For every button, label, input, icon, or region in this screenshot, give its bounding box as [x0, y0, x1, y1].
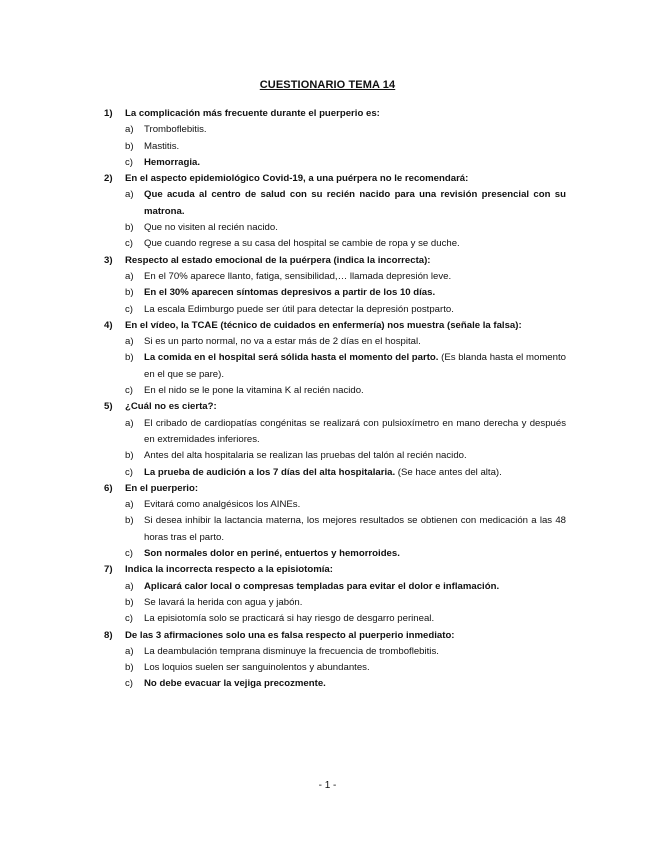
option-c	[125, 302, 566, 318]
option-text-highlighted: En el 30% aparecen síntomas depresivos a partir de los 10 días.	[144, 287, 436, 299]
option-a	[125, 579, 566, 595]
option-letter: b)	[125, 596, 134, 608]
option-list	[125, 644, 566, 693]
option-c	[125, 546, 566, 562]
option-text: Antes del alta hospitalaria se realizan las pruebas del talón al recién nacido.	[144, 450, 467, 462]
option-letter: b)	[125, 287, 134, 299]
question-text: Indica la incorrecta respecto a la episiotomía:	[125, 564, 333, 576]
question-number: 5)	[104, 401, 113, 413]
question-text: En el vídeo, la TCAE (técnico de cuidados en enfermería) nos muestra (señale la falsa):	[125, 319, 522, 331]
option-text: Evitará como analgésicos los AINEs.	[144, 499, 301, 511]
question-1	[104, 106, 566, 171]
option-letter: c)	[125, 238, 133, 250]
option-letter: c)	[125, 678, 133, 690]
option-text: En el 70% aparece llanto, fatiga, sensibilidad,… llamada depresión leve.	[144, 270, 452, 282]
option-letter: c)	[125, 156, 133, 168]
question-number: 8)	[104, 629, 113, 641]
option-text: La escala Edimburgo puede ser útil para detectar la depresión postparto.	[144, 303, 454, 315]
option-letter: a)	[125, 270, 134, 282]
option-text-highlighted: La prueba de audición a los 7 días del alta hospitalaria.	[144, 466, 396, 478]
option-b	[125, 139, 566, 155]
question-text: En el aspecto epidemiológico Covid-19, a una puérpera no le recomendará:	[125, 173, 469, 185]
option-letter: a)	[125, 189, 134, 201]
question-2	[104, 171, 566, 252]
option-a	[125, 187, 566, 220]
option-letter: a)	[125, 499, 134, 511]
option-letter: c)	[125, 385, 133, 397]
option-a	[125, 122, 566, 138]
option-letter: c)	[125, 466, 133, 478]
question-list	[104, 106, 566, 693]
option-text-highlighted: Son normales dolor en periné, entuertos y hemorroides.	[144, 548, 400, 560]
question-number: 3)	[104, 254, 113, 266]
question-number: 2)	[104, 173, 113, 185]
question-text: La complicación más frecuente durante el puerperio es:	[125, 108, 380, 119]
option-list	[125, 187, 566, 252]
option-text: (Es blanda hasta el momento en el que se pare).	[144, 352, 566, 380]
question-text: ¿Cuál no es cierta?:	[125, 401, 217, 413]
option-b	[125, 220, 566, 236]
option-b	[125, 350, 566, 383]
option-a	[125, 497, 566, 513]
option-text-highlighted: La comida en el hospital será sólida hasta el momento del parto.	[144, 352, 439, 364]
option-letter: b)	[125, 515, 134, 527]
question-5	[104, 399, 566, 480]
option-text-highlighted: Aplicará calor local o compresas templadas para evitar el dolor e inflamación.	[144, 580, 500, 592]
option-c	[125, 155, 566, 171]
option-list	[125, 416, 566, 481]
option-b	[125, 285, 566, 301]
option-a	[125, 644, 566, 660]
option-text: Mastitis.	[144, 140, 180, 152]
question-number: 7)	[104, 564, 113, 576]
option-c	[125, 611, 566, 627]
option-a	[125, 416, 566, 449]
question-4	[104, 318, 566, 399]
option-letter: b)	[125, 140, 134, 152]
option-a	[125, 269, 566, 285]
option-letter: b)	[125, 450, 134, 462]
option-text: La deambulación temprana disminuye la frecuencia de tromboflebitis.	[144, 645, 439, 657]
option-letter: c)	[125, 613, 133, 625]
option-text: En el nido se le pone la vitamina K al recién nacido.	[144, 385, 364, 397]
question-number: 6)	[104, 482, 113, 494]
option-list	[125, 334, 566, 399]
option-text: Tromboflebitis.	[144, 124, 207, 136]
option-letter: a)	[125, 336, 134, 348]
option-letter: a)	[125, 645, 134, 657]
option-text: Se lavará la herida con agua y jabón.	[144, 596, 303, 608]
question-number: 4)	[104, 319, 113, 331]
option-letter: c)	[125, 548, 133, 560]
option-b	[125, 595, 566, 611]
option-letter: a)	[125, 417, 134, 429]
option-text: El cribado de cardiopatías congénitas se realizará con pulsioxímetro en mano derecha y después en extremidades inferiores.	[144, 417, 566, 445]
page-title: CUESTIONARIO TEMA 14	[259, 79, 396, 91]
option-list	[125, 269, 566, 318]
question-3	[104, 253, 566, 318]
option-letter: b)	[125, 222, 134, 234]
option-list	[125, 579, 566, 628]
option-text: Los loquios suelen ser sanguinolentos y abundantes.	[144, 662, 370, 674]
option-list	[125, 497, 566, 562]
option-text-highlighted: Hemorragia.	[144, 156, 200, 168]
option-text: Si es un parto normal, no va a estar más de 2 días en el hospital.	[144, 336, 421, 348]
question-6	[104, 481, 566, 562]
question-text: De las 3 afirmaciones solo una es falsa respecto al puerperio inmediato:	[125, 629, 455, 641]
option-letter: b)	[125, 662, 134, 674]
option-text-highlighted: No debe evacuar la vejiga precozmente.	[144, 678, 326, 690]
option-c	[125, 236, 566, 252]
option-letter: a)	[125, 580, 134, 592]
question-7	[104, 562, 566, 627]
option-text-highlighted: Que acuda al centro de salud con su recién nacido para una revisión presencial con su matrona.	[144, 189, 566, 217]
option-letter: c)	[125, 303, 133, 315]
option-text: Que cuando regrese a su casa del hospital se cambie de ropa y se duche.	[144, 238, 460, 250]
option-text: Si desea inhibir la lactancia materna, los mejores resultados se obtienen con medicación a las 48 horas tras el parto.	[144, 515, 566, 543]
page-number: - 1 -	[318, 780, 337, 791]
option-text: (Se hace antes del alta).	[395, 466, 502, 478]
question-8	[104, 628, 566, 693]
question-number: 1)	[104, 108, 113, 119]
option-a	[125, 334, 566, 350]
option-letter: b)	[125, 352, 134, 364]
question-text: Respecto al estado emocional de la puérpera (indica la incorrecta):	[125, 254, 431, 266]
question-text: En el puerperio:	[125, 482, 199, 494]
option-letter: a)	[125, 124, 134, 136]
option-text: Que no visiten al recién nacido.	[144, 222, 278, 234]
option-text: La episiotomía solo se practicará si hay riesgo de desgarro perineal.	[144, 613, 435, 625]
option-list	[125, 122, 566, 171]
option-c	[125, 465, 566, 481]
option-b	[125, 448, 566, 464]
option-b	[125, 513, 566, 546]
option-b	[125, 660, 566, 676]
option-c	[125, 676, 566, 692]
option-c	[125, 383, 566, 399]
